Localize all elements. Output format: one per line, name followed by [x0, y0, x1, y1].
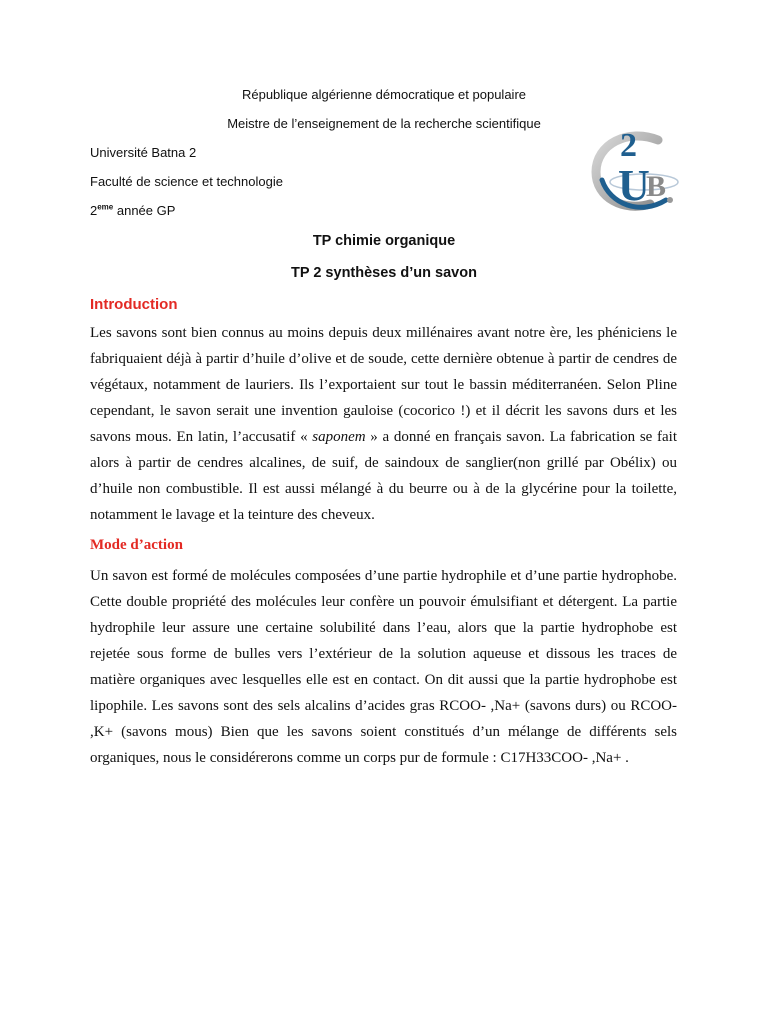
tp-title: TP 2 synthèses d’un savon: [291, 265, 477, 281]
header-line-republic: République algérienne démocratique et populaire: [241, 87, 527, 102]
logo-letter-b: B: [646, 170, 667, 203]
year-suffix: eme: [97, 202, 114, 212]
logo-letter-u: U: [618, 161, 650, 210]
mode-action-paragraph: Un savon est formé de molécules composées d’une partie hydrophile et d’une partie hydrophobe. Cette double propriété des molécules leur confère un pouvoir émulsifiant et détergent. La partie hydrophile leur assure une certaine solubilité dans l’eau, alors que la partie hydrophobe est rejetée sous forme de bulles vers l’extérieur de la solution aqueuse et dissous les traces de matière organiques avec lesquelles elle est en contact. On dit aussi que la partie hydrophobe est lipophile. Les savons sont des sels alcalins d’acides gras RCOO- ,Na+ (savons durs) ou RCOO- ,K+ (savons mous) Bien que les savons soient constitués d’un mélange de différents sels organiques, nous le considérerons comme un corps pur de formule : C17H33COO- ,Na+ .: [90, 568, 677, 766]
logo-graphic: [588, 120, 688, 220]
intro-text-after: » a donné en français savon. La fabrication se fait alors à partir de cendres alcalines, de suif, de saindoux de sanglier(non grillé par Obélix) ou d’huile non combustible. Il est aussi mélangé à du beurre ou à de la glycérine pour la toilette, notamment le lavage et la teinture des cheveux.: [90, 429, 677, 523]
introduction-heading: Introduction: [90, 296, 178, 313]
header-year: [90, 203, 175, 218]
header-university: Université Batna 2: [90, 145, 197, 160]
year-rest: année GP: [113, 203, 176, 218]
mode-action-heading: Mode d’action: [90, 537, 183, 553]
university-logo: [588, 120, 688, 220]
logo-dot: [667, 197, 673, 203]
header-faculty: Faculté de science et technologie: [90, 174, 283, 189]
header-line-ministry: Meistre de l’enseignement de la recherche scientifique: [227, 116, 541, 131]
introduction-paragraph: [90, 320, 677, 528]
intro-italic-word: saponem: [312, 429, 366, 445]
year-number: 2: [90, 203, 98, 218]
intro-text-before: Les savons sont bien connus au moins depuis deux millénaires avant notre ère, les phéniciens le fabriquaient déjà à partir d’huile d’olive et de soude, cette dernière obtenue à partir de cendres de végétaux, notamment de lauriers. Ils l’exportaient sur tout le bassin méditerranéen. Selon Pline cependant, le savon serait une invention gauloise (cocorico !) et il décrit les savons durs et les savons mous. En latin, l’accusatif «: [90, 325, 677, 445]
logo-number-2: 2: [620, 127, 637, 164]
course-title: TP chimie organique: [312, 233, 456, 249]
